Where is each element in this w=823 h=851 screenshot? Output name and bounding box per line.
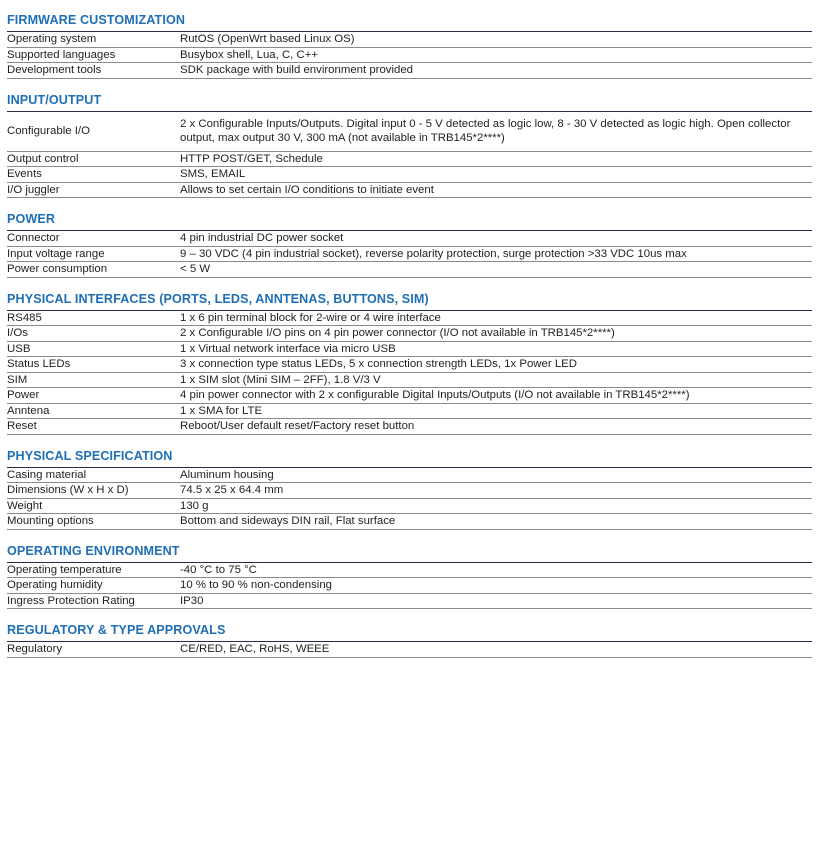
spec-table	[7, 112, 812, 199]
spec-row	[7, 372, 812, 388]
spec-value: 2 x Configurable Inputs/Outputs. Digital input 0 - 5 V detected as logic low, 8 - 30 V detected as logic high. Open collector output, max output 30 V, 300 mA (not available in TRB145*2****)	[180, 112, 812, 152]
spec-row	[7, 32, 812, 47]
spec-value: 2 x Configurable I/O pins on 4 pin power connector (I/O not available in TRB145*2****)	[180, 326, 812, 342]
spec-row	[7, 563, 812, 578]
spec-value: Busybox shell, Lua, C, C++	[180, 47, 812, 63]
spec-section	[7, 623, 812, 658]
spec-table	[7, 32, 812, 79]
spec-label: Regulatory	[7, 642, 180, 657]
spec-value: 1 x SMA for LTE	[180, 403, 812, 419]
spec-row	[7, 246, 812, 262]
spec-row	[7, 403, 812, 419]
spec-value: RutOS (OpenWrt based Linux OS)	[180, 32, 812, 47]
spec-row	[7, 326, 812, 342]
section-title: REGULATORY & TYPE APPROVALS	[7, 623, 226, 637]
spec-label: Input voltage range	[7, 246, 180, 262]
spec-row	[7, 167, 812, 183]
spec-value: 10 % to 90 % non-condensing	[180, 578, 812, 594]
spec-value: Allows to set certain I/O conditions to initiate event	[180, 182, 812, 198]
spec-row	[7, 498, 812, 514]
spec-row	[7, 419, 812, 435]
spec-value: Bottom and sideways DIN rail, Flat surface	[180, 514, 812, 530]
spec-row	[7, 468, 812, 483]
spec-table	[7, 642, 812, 658]
spec-section	[7, 212, 812, 278]
spec-label: RS485	[7, 311, 180, 326]
section-title: OPERATING ENVIRONMENT	[7, 543, 180, 558]
spec-section	[7, 292, 812, 435]
spec-row	[7, 357, 812, 373]
spec-label: Operating system	[7, 32, 180, 47]
spec-row	[7, 388, 812, 404]
spec-value: Reboot/User default reset/Factory reset button	[180, 419, 812, 435]
spec-row	[7, 593, 812, 609]
spec-label: Development tools	[7, 63, 180, 79]
spec-value: 4 pin power connector with 2 x configurable Digital Inputs/Outputs (I/O not available in TRB145*2****)	[180, 388, 812, 404]
spec-row	[7, 182, 812, 198]
spec-label: Reset	[7, 419, 180, 435]
spec-label: Events	[7, 167, 180, 183]
spec-value: Aluminum housing	[180, 468, 812, 483]
spec-value: 130 g	[180, 498, 812, 514]
spec-row	[7, 262, 812, 278]
spec-label: Operating humidity	[7, 578, 180, 594]
spec-label: I/Os	[7, 326, 180, 342]
spec-table	[7, 468, 812, 530]
spec-table	[7, 231, 812, 278]
spec-value: 74.5 x 25 x 64.4 mm	[180, 483, 812, 499]
section-title: FIRMWARE CUSTOMIZATION	[7, 13, 186, 27]
spec-row	[7, 483, 812, 499]
spec-label: SIM	[7, 372, 180, 388]
spec-label: I/O juggler	[7, 182, 180, 198]
spec-row	[7, 341, 812, 357]
spec-section	[7, 93, 812, 199]
spec-label: Power consumption	[7, 262, 180, 278]
spec-row	[7, 231, 812, 246]
spec-value: 1 x SIM slot (Mini SIM – 2FF), 1.8 V/3 V	[180, 372, 812, 388]
section-title: INPUT/OUTPUT	[7, 92, 102, 107]
spec-label: Operating temperature	[7, 563, 180, 578]
spec-label: Status LEDs	[7, 357, 180, 373]
spec-row	[7, 151, 812, 167]
spec-label: Anntena	[7, 403, 180, 419]
spec-value: HTTP POST/GET, Schedule	[180, 151, 812, 167]
spec-row	[7, 112, 812, 152]
spec-section	[7, 449, 812, 530]
spec-label: Dimensions (W x H x D)	[7, 483, 180, 499]
spec-label: Connector	[7, 231, 180, 246]
spec-value: IP30	[180, 593, 812, 609]
spec-row	[7, 311, 812, 326]
spec-value: 1 x 6 pin terminal block for 2-wire or 4 wire interface	[180, 311, 812, 326]
spec-value: 3 x connection type status LEDs, 5 x connection strength LEDs, 1x Power LED	[180, 357, 812, 373]
spec-value: CE/RED, EAC, RoHS, WEEE	[180, 642, 812, 657]
spec-row	[7, 63, 812, 79]
spec-label: USB	[7, 341, 180, 357]
spec-label: Mounting options	[7, 514, 180, 530]
section-title: PHYSICAL SPECIFICATION	[7, 448, 173, 463]
spec-value: SMS, EMAIL	[180, 167, 812, 183]
spec-label: Configurable I/O	[7, 112, 180, 152]
spec-value: < 5 W	[180, 262, 812, 278]
spec-label: Casing material	[7, 468, 180, 483]
spec-section	[7, 13, 812, 79]
spec-row	[7, 578, 812, 594]
spec-value: 9 – 30 VDC (4 pin industrial socket), reverse polarity protection, surge protection >33 VDC 10us max	[180, 246, 812, 262]
spec-value: SDK package with build environment provided	[180, 63, 812, 79]
spec-row	[7, 514, 812, 530]
specification-sections	[7, 13, 812, 658]
spec-row	[7, 47, 812, 63]
spec-label: Ingress Protection Rating	[7, 593, 180, 609]
spec-label: Power	[7, 388, 180, 404]
spec-row	[7, 642, 812, 657]
section-title: POWER	[7, 212, 56, 226]
spec-section	[7, 544, 812, 610]
section-title: PHYSICAL INTERFACES (PORTS, LEDS, ANNTENAS, BUTTONS, SIM)	[7, 291, 429, 306]
spec-label: Supported languages	[7, 47, 180, 63]
spec-label: Weight	[7, 498, 180, 514]
spec-value: 4 pin industrial DC power socket	[180, 231, 812, 246]
spec-table	[7, 563, 812, 610]
spec-table	[7, 311, 812, 435]
spec-value: -40 °C to 75 °C	[180, 563, 812, 578]
spec-value: 1 x Virtual network interface via micro USB	[180, 341, 812, 357]
spec-label: Output control	[7, 151, 180, 167]
